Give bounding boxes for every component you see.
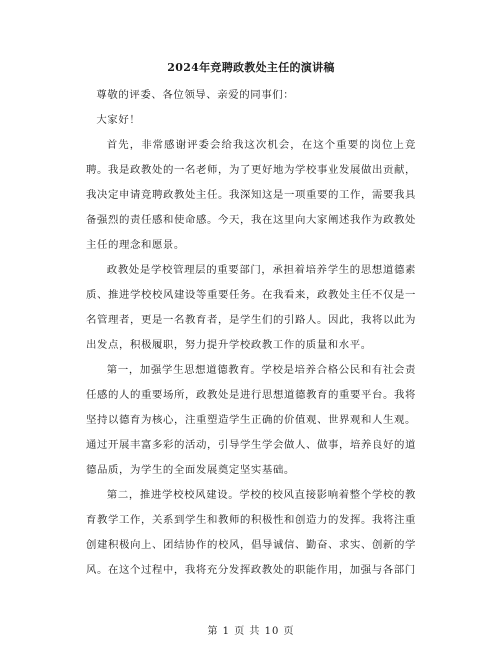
- paragraph-point-one: 第一，加强学生思想道德教育。学校是培养合格公民和有社会责任感的人的重要场所，政教处是进行思想道德教育的重要平台。我将坚持以德育为核心，注重塑造学生正确的价值观、世界观和人生观。通过开展丰富多彩的活动，引导学生学会做人、做事，培养良好的道德品质，为学生的全面发展奠定坚实基础。: [86, 364, 416, 476]
- paragraph-point-two: 第二，推进学校校风建设。学校的校风直接影响着整个学校的教育教学工作，关系到学生和教师的积极性和创造力的发挥。我将注重创建积极向上、团结协作的校风，倡导诚信、勤奋、求实、创新的学风。在这个过程中，我将充分发挥政教处的职能作用，加强与各部门: [86, 489, 416, 576]
- paragraph-salutation: 尊敬的评委、各位领导、亲爱的同事们：: [96, 89, 295, 101]
- paragraph-introduction: 首先，非常感谢评委会给我这次机会，在这个重要的岗位上竞聘。我是政教处的一名老师，为了更好地为学校事业发展做出贡献，我决定申请竞聘政教处主任。我深知这是一项重要的工作，需要我具备强烈的责任感和使命感。今天，我在这里向大家阐述我作为政教处主任的理念和愿景。: [86, 139, 416, 251]
- paragraph-department-role: 政教处是学校管理层的重要部门，承担着培养学生的思想道德素质、推进学校校风建设等重要任务。在我看来，政教处主任不仅是一名管理者，更是一名教育者，是学生们的引路人。因此，我将以此为出发点，积极履职，努力提升学校政教工作的质量和水平。: [86, 264, 416, 351]
- document-body: [86, 60, 416, 583]
- page-number-footer: 第 1 页 共 10 页: [207, 626, 295, 637]
- document-title: 2024年竞聘政教处主任的演讲稿: [167, 61, 335, 74]
- paragraph-greeting: 大家好！: [96, 114, 141, 126]
